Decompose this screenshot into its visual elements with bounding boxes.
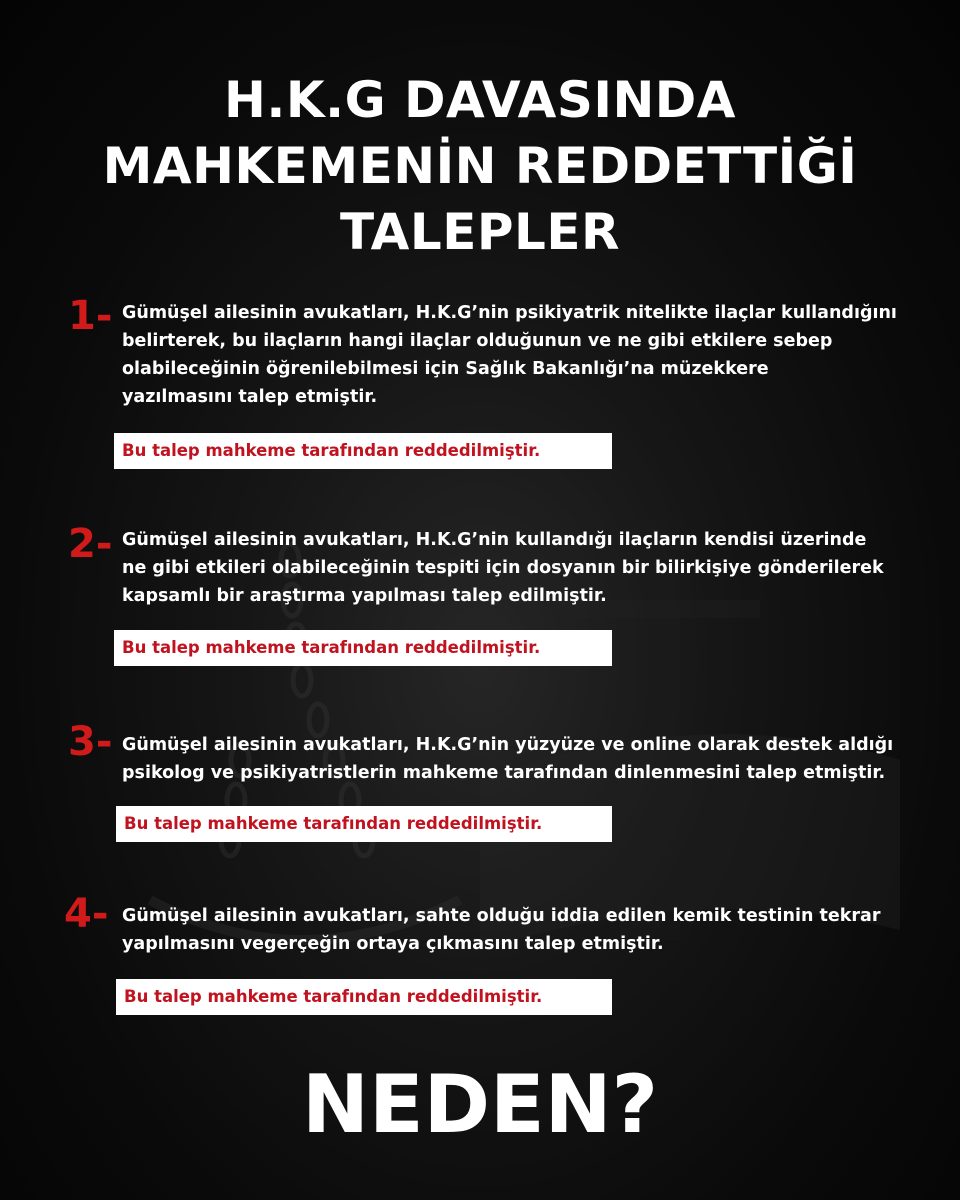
item-2-line-3: kapsamlı bir araştırma yapılması talep edilmiştir. <box>122 586 607 606</box>
item-1-line-3: olabileceğinin öğrenilebilmesi için Sağlık Bakanlığı’na müzekkere <box>122 359 769 379</box>
rejection-banner-3: Bu talep mahkeme tarafından reddedilmiştir. <box>116 806 612 842</box>
item-number-3: 3- <box>68 719 113 765</box>
item-2-line-2: ne gibi etkileri olabileceğinin tespiti için dosyanın bir bilirkişiye gönderilerek <box>122 558 884 578</box>
page-title-line-2: MAHKEMENİN REDDETTİĞİ <box>102 137 858 195</box>
closing-question: NEDEN? <box>301 1058 658 1151</box>
item-text-4 <box>122 902 922 958</box>
item-1-line-1: Gümüşel ailesinin avukatları, H.K.G’nin psikiyatrik nitelikte ilaçlar kullandığını <box>122 303 897 323</box>
item-number-1: 1- <box>68 293 113 339</box>
page-title-line-3: TALEPLER <box>339 203 621 261</box>
item-number-4: 4- <box>64 891 109 937</box>
rejection-banner-1: Bu talep mahkeme tarafından reddedilmiştir. <box>114 433 612 469</box>
item-2-line-1: Gümüşel ailesinin avukatları, H.K.G’nin kullandığı ilaçların kendisi üzerinde <box>122 530 867 550</box>
rejection-banner-4: Bu talep mahkeme tarafından reddedilmiştir. <box>116 979 612 1015</box>
item-1-line-4: yazılmasını talep etmiştir. <box>122 387 378 407</box>
item-3-line-2: psikolog ve psikiyatristlerin mahkeme tarafından dinlenmesini talep etmiştir. <box>122 763 886 783</box>
page-title-line-1: H.K.G DAVASINDA <box>224 71 736 129</box>
item-1-line-2: belirterek, bu ilaçların hangi ilaçlar olduğunun ve ne gibi etkilere sebep <box>122 331 833 351</box>
item-text-3 <box>122 731 922 787</box>
item-4-line-1: Gümüşel ailesinin avukatları, sahte olduğu iddia edilen kemik testinin tekrar <box>122 906 881 926</box>
rejection-banner-2: Bu talep mahkeme tarafından reddedilmiştir. <box>114 630 612 666</box>
item-text-2 <box>122 526 922 610</box>
item-text-1 <box>122 299 922 411</box>
item-number-2: 2- <box>68 521 113 567</box>
item-3-line-1: Gümüşel ailesinin avukatları, H.K.G’nin yüzyüze ve online olarak destek aldığı <box>122 735 894 755</box>
item-4-line-2: yapılmasını vegerçeğin ortaya çıkmasını talep etmiştir. <box>122 934 664 954</box>
